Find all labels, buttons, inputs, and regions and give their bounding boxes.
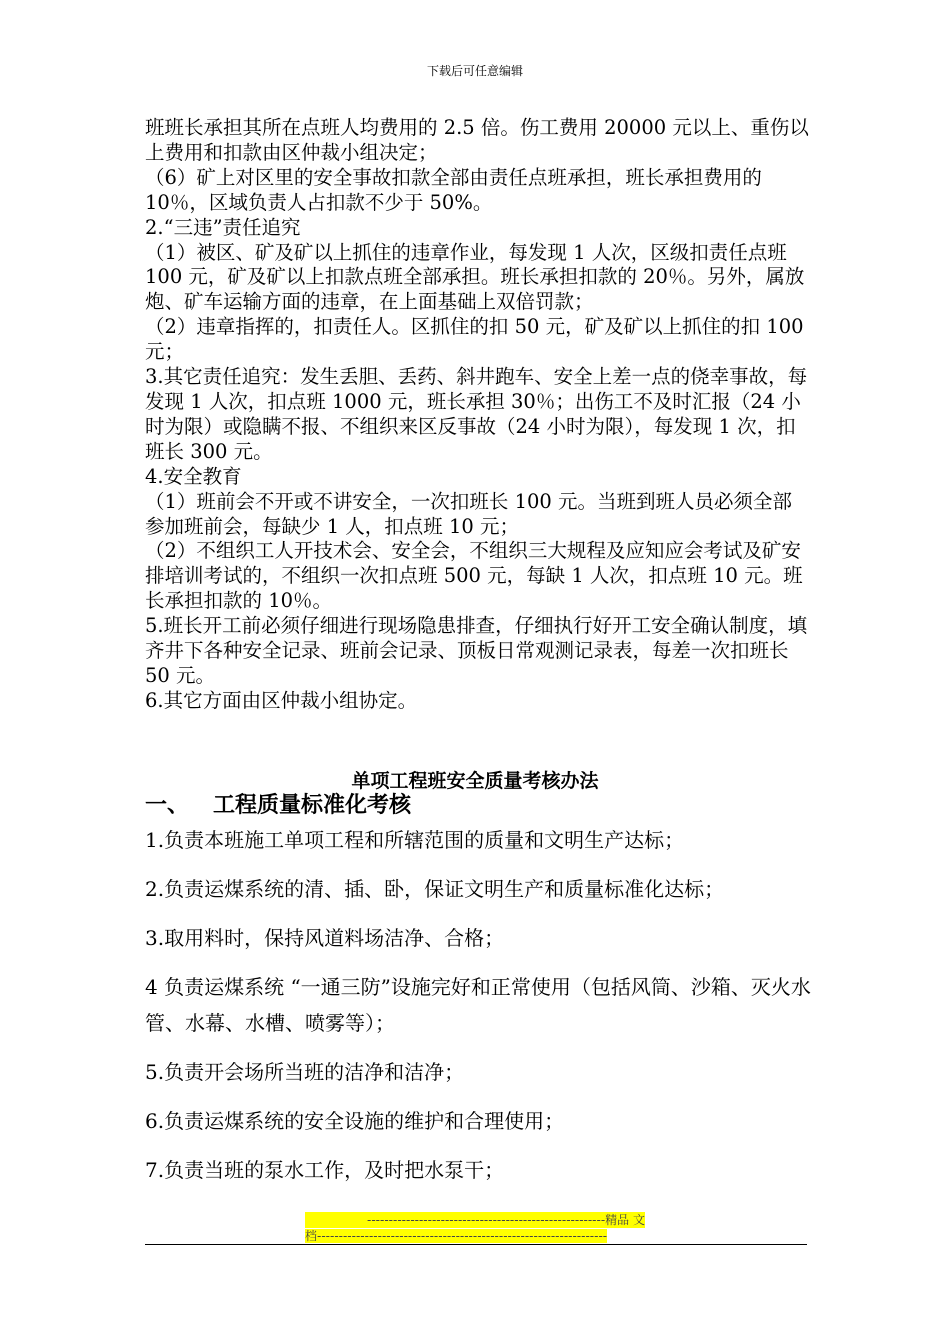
paragraph: （1）被区、矿及矿以上抓住的违章作业，每发现 1 人次，区级扣责任点班 100 元，矿及矿以上扣款点班全部承担。班长承担扣款的 20％。另外，属放炮、矿车运输方面的违章，在上面基础上双倍罚款； [145,240,805,314]
list-item: 7.负责当班的泵水工作，及时把水泵干； [145,1158,505,1182]
list-item: 6.负责运煤系统的安全设施的维护和合理使用； [145,1109,565,1133]
paragraph: 2.“三违”责任追究 [145,215,301,239]
list-item: 5.负责开会场所当班的洁净和洁净； [145,1060,465,1084]
paragraph: （2）不组织工人开技术会、安全会，不组织三大规程及应知应会考试及矿安排培训考试的，不组织一次扣点班 500 元，每缺 1 人次，扣点班 10 元。班长承担扣款的 10％。 [145,539,803,613]
paragraph: 3.其它责任追究：发生丢胆、丢药、斜井跑车、安全上差一点的侥幸事故，每发现 1 人次，扣点班 1000 元，班长承担 30％；出伤工不及时汇报（24 小时为限）或隐瞒不报、不组织来区反事故（24 小时为限），每发现 1 次，扣班长 300 元。 [145,365,808,463]
footer-watermark [305,1212,645,1244]
section-heading [145,788,411,819]
paragraph: 班班长承担其所在点班人均费用的 2.5 倍。伤工费用 20000 元以上、重伤以上费用和扣款由区仲裁小组决定； [145,116,809,164]
paragraph: 4.安全教育 [145,464,242,488]
header-note: 下载后可任意编辑 [426,64,523,78]
list-item: 1.负责本班施工单项工程和所辖范围的质量和文明生产达标； [145,828,685,852]
footer-line-1: -------------------------------------------------------精品 文 [367,1213,645,1227]
paragraph: （1）班前会不开或不讲安全，一次扣班长 100 元。当班到班人员必须全部参加班前会，每缺少 1 人，扣点班 10 元； [145,489,793,538]
footer-line-2: 档------------------------------------------------------------------- [305,1229,608,1243]
section-title: 单项工程班安全质量考核办法 [351,770,599,792]
footer-divider [145,1244,807,1245]
section-heading-text: 工程质量标准化考核 [213,793,412,818]
section-heading-number: 一、 [145,793,190,818]
list-item: 4 负责运煤系统 “一通三防”设施完好和正常使用（包括风筒、沙箱、灭火水管、水幕、水槽、喷雾等）； [145,975,811,1035]
list-item: 2.负责运煤系统的清、插、卧，保证文明生产和质量标准化达标； [145,877,725,901]
paragraph: （6）矿上对区里的安全事故扣款全部由责任点班承担，班长承担费用的 10％，区域负责人占扣款不少于 50%。 [145,165,762,214]
list-item: 3.取用料时，保持风道料场洁净、合格； [145,926,505,950]
paragraph: （2）违章指挥的，扣责任人。区抓住的扣 50 元，矿及矿以上抓住的扣 100 元； [145,315,804,364]
paragraph: 5.班长开工前必须仔细进行现场隐患排查，仔细执行好开工安全确认制度，填齐井下各种安全记录、班前会记录、顶板日常观测记录表，每差一次扣班长 50 元。 [145,614,808,687]
body-text [145,116,810,714]
quality-list [145,822,825,1201]
paragraph: 6.其它方面由区仲裁小组协定。 [145,688,418,712]
